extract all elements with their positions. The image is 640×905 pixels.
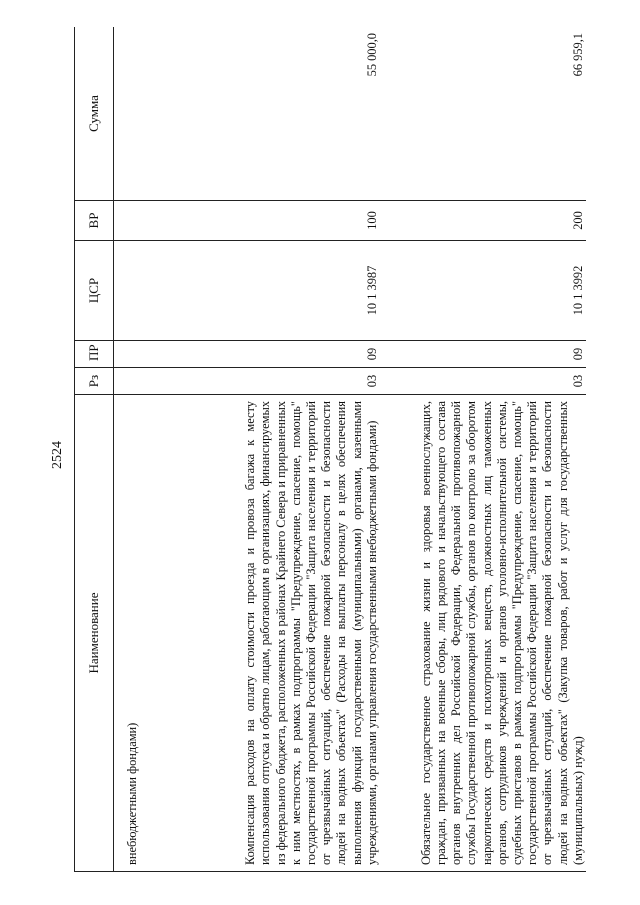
page-number: 2524 <box>50 441 65 469</box>
header-sum: Сумма <box>75 27 114 201</box>
row-name: внебюджетными фондами) <box>114 395 141 872</box>
document-frame <box>74 27 586 872</box>
row-vr: 200 <box>380 201 586 241</box>
header-vr: ВР <box>75 201 114 241</box>
table-row <box>380 27 586 872</box>
row-name: Компенсация расходов на оплату стоимости проезда и провоза багажа к месту использования отпуска и обратно лицам, работающим в организациях, финансируемых из федерального бюджета, расположенных в районах Крайнего Севера и приравненных к ним местностях, в рамках подпрограммы "Предупреждение, спасение, помощь" государственной программы Российской Федерации "Защита населения и территорий от чрезвычайных ситуаций, обеспечение пожарной безопасности и безопасности людей на водных объектах" (Расходы на выплаты персоналу в целях обеспечения выполнения функций государственными (муниципальными) органами, казенными учреждениями, органами управления государственными внебюджетными фондами) <box>140 395 380 872</box>
row-pr: 09 <box>140 341 380 368</box>
row-csr: 10 1 3987 <box>140 241 380 341</box>
row-sum: 66 959,1 <box>380 27 586 201</box>
table-header-row <box>75 27 114 872</box>
header-name: Наименование <box>75 395 114 872</box>
row-rz: 03 <box>380 368 586 395</box>
budget-table <box>74 27 586 872</box>
row-vr <box>114 201 141 241</box>
row-vr: 100 <box>140 201 380 241</box>
table-row <box>114 27 141 872</box>
header-pr: ПР <box>75 341 114 368</box>
document-sheet <box>74 27 586 872</box>
row-rz: 03 <box>140 368 380 395</box>
row-name: Обязательное государственное страхование жизни и здоровья военнослужащих, граждан, призванных на военные сборы, лиц рядового и начальствующего состава органов внутренних дел Российской Федерации, Федеральной противопожарной службы Государственной противопожарной службы, органов по контролю за оборотом наркотических средств и психотропных веществ, должностных лиц таможенных органов, сотрудников учреждений и органов уголовно-исполнительной системы, судебных приставов в рамках подпрограммы "Предупреждение, спасение, помощь" государственной программы Российской Федерации "Защита населения и территорий от чрезвычайных ситуаций, обеспечение пожарной безопасности и безопасности людей на водных объектах" (Закупка товаров, работ и услуг для государственных (муниципальных) нужд) <box>380 395 586 872</box>
row-pr <box>114 341 141 368</box>
row-csr <box>114 241 141 341</box>
row-sum <box>114 27 141 201</box>
header-csr: ЦСР <box>75 241 114 341</box>
row-pr: 09 <box>380 341 586 368</box>
row-rz <box>114 368 141 395</box>
row-csr: 10 1 3992 <box>380 241 586 341</box>
table-row <box>140 27 380 872</box>
row-sum: 55 000,0 <box>140 27 380 201</box>
header-rz: Рз <box>75 368 114 395</box>
